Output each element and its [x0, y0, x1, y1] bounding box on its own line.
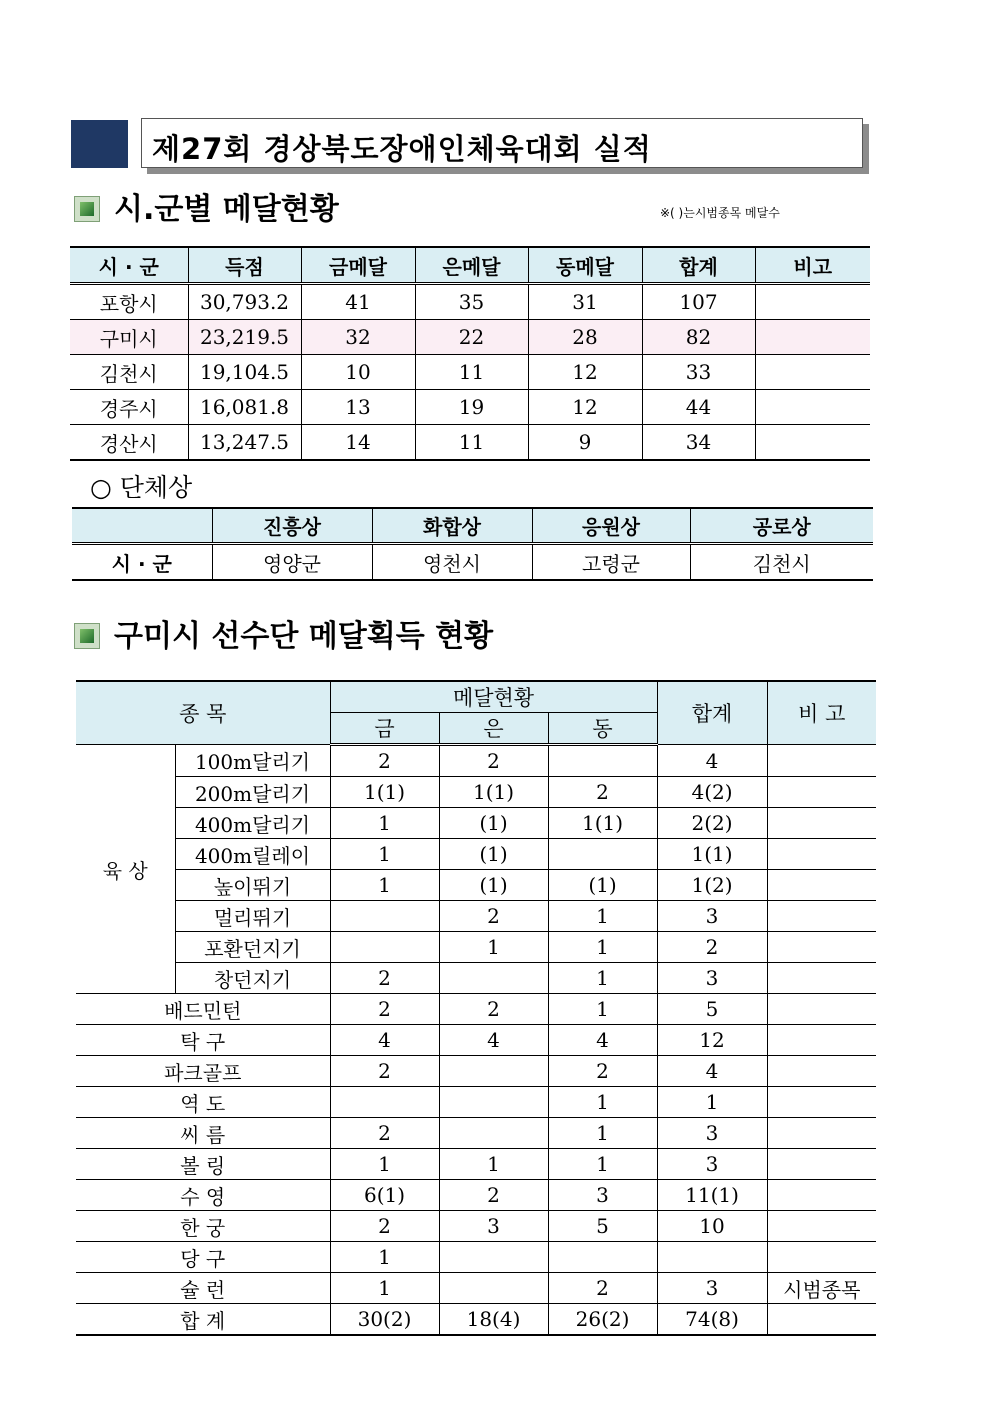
- table-cell: 포항시: [70, 284, 188, 320]
- table-cell: 2: [548, 1056, 657, 1087]
- event-name: 한 궁: [76, 1211, 330, 1242]
- table-row: [76, 1242, 876, 1273]
- table-cell: 11: [415, 355, 528, 390]
- table-cell: [767, 994, 876, 1025]
- award-winner: 영양군: [212, 544, 372, 581]
- table-cell: 4: [657, 1056, 767, 1087]
- gold-header: 금: [330, 713, 439, 745]
- table-cell: [439, 1118, 548, 1149]
- section2-heading: 구미시 선수단 메달획득 현황: [114, 619, 494, 654]
- table-cell: [755, 284, 870, 320]
- table-cell: (1): [439, 870, 548, 901]
- table-cell: 3: [657, 1118, 767, 1149]
- table-cell: 12: [528, 355, 642, 390]
- table-cell: (1): [439, 808, 548, 839]
- table-row: [70, 390, 870, 425]
- table-cell: [755, 355, 870, 390]
- table-cell: 107: [642, 284, 755, 320]
- table-cell: 3: [548, 1180, 657, 1211]
- city-medal-table: [70, 246, 870, 461]
- table-row: [76, 932, 876, 963]
- table-cell: 44: [642, 390, 755, 425]
- table-cell: 4: [548, 1025, 657, 1056]
- table-cell: 18(4): [439, 1304, 548, 1336]
- event-name: 역 도: [76, 1087, 330, 1118]
- event-name: 당 구: [76, 1242, 330, 1273]
- table-cell: [755, 390, 870, 425]
- table-row: [76, 745, 876, 777]
- table-cell: 23,219.5: [188, 320, 301, 355]
- table-row: [70, 425, 870, 461]
- table-cell: [330, 901, 439, 932]
- award-header: [72, 508, 212, 544]
- column-header: 시 · 군: [70, 247, 188, 284]
- table-cell: 5: [657, 994, 767, 1025]
- award-header: 화합상: [372, 508, 532, 544]
- table-cell: 22: [415, 320, 528, 355]
- event-name: 배드민턴: [76, 994, 330, 1025]
- table-cell: 2: [330, 1211, 439, 1242]
- table-cell: [767, 839, 876, 870]
- table-cell: 30,793.2: [188, 284, 301, 320]
- table-cell: [439, 963, 548, 994]
- table-cell: 1: [439, 932, 548, 963]
- column-header: 은메달: [415, 247, 528, 284]
- table-cell: 16,081.8: [188, 390, 301, 425]
- table-cell: 2(2): [657, 808, 767, 839]
- table-cell: 74(8): [657, 1304, 767, 1336]
- table-cell: 31: [528, 284, 642, 320]
- table-cell: 2: [439, 1180, 548, 1211]
- table-cell: 1: [548, 901, 657, 932]
- event-name: 100m달리기: [175, 745, 330, 777]
- table-cell: 구미시: [70, 320, 188, 355]
- table-cell: 1: [330, 808, 439, 839]
- table-cell: 9: [528, 425, 642, 461]
- event-name: 멀리뛰기: [175, 901, 330, 932]
- table-cell: [755, 320, 870, 355]
- table-cell: 2: [439, 745, 548, 777]
- table-cell: 1(1): [330, 777, 439, 808]
- table-cell: [767, 901, 876, 932]
- silver-header: 은: [439, 713, 548, 745]
- table-cell: [330, 1087, 439, 1118]
- table-cell: 3: [657, 963, 767, 994]
- table-cell: [767, 1180, 876, 1211]
- section-bullet-icon: [74, 196, 100, 222]
- table-cell: 1: [548, 1149, 657, 1180]
- table-cell: 41: [301, 284, 415, 320]
- medal-status-header: 메달현황: [330, 681, 657, 713]
- table-cell: 34: [642, 425, 755, 461]
- table-cell: [439, 1087, 548, 1118]
- table-cell: [330, 932, 439, 963]
- table-row: [76, 963, 876, 994]
- table-cell: 2: [439, 994, 548, 1025]
- table-cell: 5: [548, 1211, 657, 1242]
- table-cell: [767, 1211, 876, 1242]
- table-cell: 1: [657, 1087, 767, 1118]
- table-cell: [548, 1242, 657, 1273]
- table-cell: 28: [528, 320, 642, 355]
- table-cell: 3: [657, 1149, 767, 1180]
- table-cell: 1(1): [439, 777, 548, 808]
- column-header: 동메달: [528, 247, 642, 284]
- table-cell: 6(1): [330, 1180, 439, 1211]
- table-row: [76, 1025, 876, 1056]
- table-cell: 1(1): [548, 808, 657, 839]
- table-row: [76, 870, 876, 901]
- event-name: 높이뛰기: [175, 870, 330, 901]
- table-row: [76, 1118, 876, 1149]
- table-cell: 82: [642, 320, 755, 355]
- table-row: [70, 320, 870, 355]
- table-cell: 1: [330, 1242, 439, 1273]
- award-header: 진흥상: [212, 508, 372, 544]
- table-cell: 35: [415, 284, 528, 320]
- table-cell: 1(2): [657, 870, 767, 901]
- table-cell: 14: [301, 425, 415, 461]
- table-cell: [767, 963, 876, 994]
- table-cell: 13,247.5: [188, 425, 301, 461]
- table-cell: [439, 1056, 548, 1087]
- event-name: 탁 구: [76, 1025, 330, 1056]
- table-row: [76, 1056, 876, 1087]
- table-cell: [767, 745, 876, 777]
- table-cell: 2: [548, 777, 657, 808]
- award-winner: 영천시: [372, 544, 532, 581]
- event-name: 합 계: [76, 1304, 330, 1336]
- table-cell: 1: [548, 994, 657, 1025]
- section-bullet-icon: [74, 623, 100, 649]
- table-row: [70, 355, 870, 390]
- table-cell: 1: [548, 1118, 657, 1149]
- table-row: [76, 1211, 876, 1242]
- award-header: 공로상: [690, 508, 873, 544]
- table-cell: [548, 839, 657, 870]
- event-header: 종 목: [76, 681, 330, 745]
- table-cell: 12: [528, 390, 642, 425]
- table-cell: [767, 808, 876, 839]
- table-cell: 1: [330, 839, 439, 870]
- table-cell: [439, 1273, 548, 1304]
- table-cell: 3: [657, 1273, 767, 1304]
- column-header: 득점: [188, 247, 301, 284]
- table-cell: 1: [548, 963, 657, 994]
- table-row: [70, 284, 870, 320]
- table-cell: 시범종목: [767, 1273, 876, 1304]
- note-header: 비 고: [767, 681, 876, 745]
- table-cell: 2: [330, 963, 439, 994]
- table-cell: [767, 932, 876, 963]
- table-cell: 1: [330, 1273, 439, 1304]
- table-cell: 2: [657, 932, 767, 963]
- table-row: [76, 1087, 876, 1118]
- table-row: [76, 1273, 876, 1304]
- table-cell: 2: [439, 901, 548, 932]
- table-cell: 10: [657, 1211, 767, 1242]
- group-awards-table: [72, 507, 873, 581]
- event-name: 슐 런: [76, 1273, 330, 1304]
- table-cell: 1: [439, 1149, 548, 1180]
- table-cell: 4: [439, 1025, 548, 1056]
- table-cell: 3: [439, 1211, 548, 1242]
- title-accent-block: [71, 120, 128, 168]
- table-row: [76, 1149, 876, 1180]
- table-cell: 경산시: [70, 425, 188, 461]
- table-cell: 2: [330, 1056, 439, 1087]
- table-cell: 2: [330, 1118, 439, 1149]
- event-name: 수 영: [76, 1180, 330, 1211]
- table-row: [76, 994, 876, 1025]
- total-row: [76, 1304, 876, 1336]
- award-winner: 고령군: [532, 544, 690, 581]
- section1-note: ※( )는시범종목 메달수: [660, 206, 780, 220]
- table-cell: 1: [548, 1087, 657, 1118]
- table-cell: 32: [301, 320, 415, 355]
- page-title: 제27회 경상북도장애인체육대회 실적: [152, 132, 652, 166]
- event-name: 400m릴레이: [175, 839, 330, 870]
- table-cell: [657, 1242, 767, 1273]
- table-cell: (1): [548, 870, 657, 901]
- table-cell: [767, 1242, 876, 1273]
- title-box: [141, 118, 863, 168]
- column-header: 금메달: [301, 247, 415, 284]
- table-cell: [767, 1087, 876, 1118]
- table-cell: 26(2): [548, 1304, 657, 1336]
- table-cell: [755, 425, 870, 461]
- table-cell: 19: [415, 390, 528, 425]
- table-cell: 13: [301, 390, 415, 425]
- table-cell: 2: [548, 1273, 657, 1304]
- column-header: 비고: [755, 247, 870, 284]
- bronze-header: 동: [548, 713, 657, 745]
- table-cell: [548, 745, 657, 777]
- table-cell: 김천시: [70, 355, 188, 390]
- group-awards-heading: ○ 단체상: [90, 473, 193, 502]
- table-row: [76, 839, 876, 870]
- table-row: [76, 901, 876, 932]
- table-row: [76, 808, 876, 839]
- gumi-medal-table: [76, 680, 876, 1336]
- table-cell: 10: [301, 355, 415, 390]
- table-row: [76, 1180, 876, 1211]
- table-cell: 4: [657, 745, 767, 777]
- event-name: 포환던지기: [175, 932, 330, 963]
- table-cell: [767, 1118, 876, 1149]
- table-cell: 4: [330, 1025, 439, 1056]
- table-cell: (1): [439, 839, 548, 870]
- event-name: 볼 링: [76, 1149, 330, 1180]
- table-cell: [767, 1149, 876, 1180]
- table-cell: [439, 1242, 548, 1273]
- table-cell: 4(2): [657, 777, 767, 808]
- table-cell: 12: [657, 1025, 767, 1056]
- event-name: 파크골프: [76, 1056, 330, 1087]
- event-name: 400m달리기: [175, 808, 330, 839]
- table-cell: 30(2): [330, 1304, 439, 1336]
- table-cell: 1: [330, 870, 439, 901]
- table-cell: [767, 1304, 876, 1336]
- table-cell: 1: [330, 1149, 439, 1180]
- event-name: 200m달리기: [175, 777, 330, 808]
- table-cell: 33: [642, 355, 755, 390]
- table-cell: 2: [330, 745, 439, 777]
- table-cell: 3: [657, 901, 767, 932]
- table-cell: 19,104.5: [188, 355, 301, 390]
- table-cell: [767, 777, 876, 808]
- table-cell: 경주시: [70, 390, 188, 425]
- table-cell: 1(1): [657, 839, 767, 870]
- section1-heading: 시.군별 메달현황: [114, 192, 339, 227]
- table-cell: 11(1): [657, 1180, 767, 1211]
- event-name: 창던지기: [175, 963, 330, 994]
- table-cell: 11: [415, 425, 528, 461]
- table-cell: 1: [548, 932, 657, 963]
- table-cell: 2: [330, 994, 439, 1025]
- total-header: 합계: [657, 681, 767, 745]
- table-cell: [767, 1056, 876, 1087]
- athletics-group-label: 육 상: [76, 745, 175, 994]
- event-name: 씨 름: [76, 1118, 330, 1149]
- table-row: [76, 777, 876, 808]
- award-header: 응원상: [532, 508, 690, 544]
- table-cell: [767, 1025, 876, 1056]
- column-header: 합계: [642, 247, 755, 284]
- award-winner: 김천시: [690, 544, 873, 581]
- table-cell: [767, 870, 876, 901]
- row-label: 시 · 군: [72, 544, 212, 581]
